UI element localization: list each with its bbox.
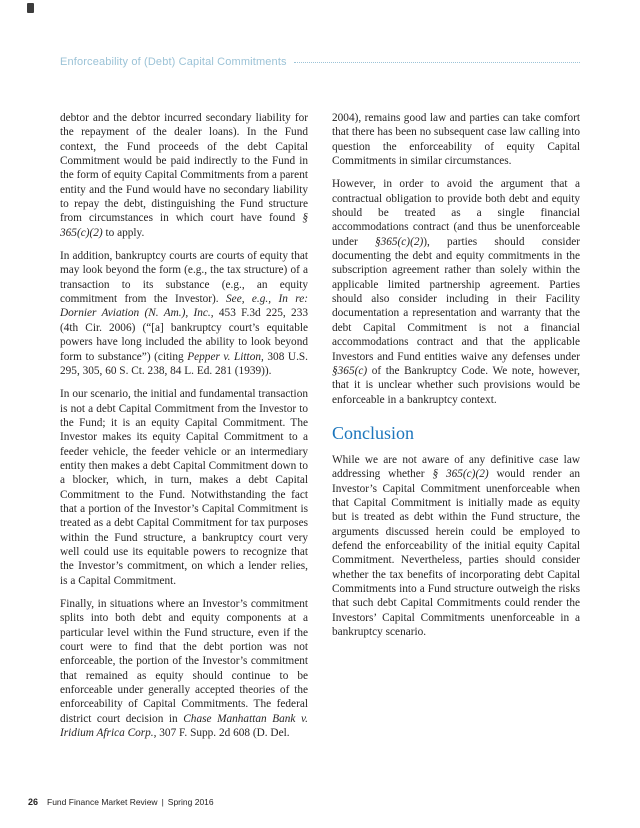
citation-italic: § 365(c)(2)	[432, 468, 489, 481]
publication-name: Fund Finance Market Review	[47, 797, 158, 807]
corner-mark	[27, 3, 34, 13]
citation-italic: §365(c)	[332, 364, 368, 377]
conclusion-heading: Conclusion	[332, 422, 415, 443]
conclusion-body	[332, 453, 580, 639]
text-segment: debtor and the debtor incurred secondary liability for the repayment of the dealer loans). In the Fund context, the Fund proceeds of the debt Capital Commitment would be paid indirectly to the Fund in the form of equity Capital Commitments from a parent entity and the Fund would have no secondary liability to repay the debt, distinguishing the Fund structure from circumstances in which court have found	[60, 112, 308, 225]
text-segment: While we are not aware of any definitive case law addressing whether	[332, 453, 580, 481]
left-column	[60, 111, 308, 749]
page-footer	[28, 797, 214, 807]
paragraph	[60, 387, 308, 588]
right-column-top	[332, 111, 580, 407]
text-segment: 453 F.3d 225, 233 (4th Cir. 2006) (“[a] bankruptcy court’s equitable powers have long included the ability to look beyond form to substance”) (citing	[60, 307, 308, 363]
running-header	[60, 56, 580, 68]
text-segment: 307 F. Supp. 2d 608 (D. Del.	[156, 727, 290, 740]
text-segment: However, in order to avoid the argument that a contractual obligation to provide both debt and equity should be treated as a single financial accommodations contract (and thus be unenforceable under	[332, 178, 580, 248]
paragraph	[332, 177, 580, 407]
citation-italic: § 365(c)(2)	[60, 212, 308, 239]
text-segment: 2004), remains good law and parties can take comfort that there has been no subsequent case law calling into question the enforceability of equity Capital Commitments in similar circumstances.	[332, 112, 580, 168]
paragraph	[60, 597, 308, 740]
text-segment: would render an Investor’s Capital Commitment unenforceable when that Capital Commitment is initially made as equity but is treated as debt within the Fund structure, the arguments discussed herein could be employed to defend the enforceability of the initial equity Capital Commitment. Nevertheless, parties should consider whether the tax benefits of incorporating debt Capital Commitments into a Fund structure outweigh the risks that such debt Capital Commitments could render the Investors’ Capital Commitments unenforceable in a bankruptcy scenario.	[332, 468, 580, 638]
text-segment: ), parties should consider documenting the debt and equity commitments in the subscription agreement rather than solely within the applicable limited partnership agreement. Parties should also consider including in their Facility documentation a representation and warranty that the debt Capital Commitment is not a financial accommodations contract and that the applicable Investors and Fund entities waive any defenses under	[332, 235, 580, 363]
text-segment: to apply.	[102, 226, 145, 239]
two-column-body	[60, 111, 580, 749]
citation-italic: §365(c)(2)	[374, 235, 424, 248]
citation-italic: See, e.g., In re: Dornier Aviation (N. Am.), Inc.,	[60, 293, 308, 320]
dotted-leader	[294, 62, 580, 63]
running-header-title: Enforceability of (Debt) Capital Commitments	[60, 56, 287, 68]
citation-italic: Pepper v. Litton,	[187, 350, 264, 363]
text-segment: In our scenario, the initial and fundamental transaction is not a debt Capital Commitment from the Investor to the Fund; it is an equity Capital Commitment. The Investor makes its equity Capital Commitment to a feeder vehicle, the feeder vehicle or an intermediary entity then makes a debt Capital Commitment down to a blocker, which, in turn, makes a debt Capital Commitment to the Fund. Notwithstanding the fact that a portion of the Investor’s Capital Commitment is treated as a debt Capital Commitment for tax purposes within the Fund structure, a bankruptcy court very well could use its equitable powers to recognize that the Investor’s commitment, on which a lender relies, is a Capital Commitment.	[60, 388, 308, 587]
text-segment: 308 U.S. 295, 305, 60 S. Ct. 238, 84 L. Ed. 281 (1939)).	[60, 350, 309, 377]
paragraph	[60, 111, 308, 240]
text-segment: In addition, bankruptcy courts are courts of equity that may look beyond the form (e.g., the tax structure) of a transaction to its substance (e.g., an equity commitment from the Investor).	[60, 250, 308, 306]
citation-italic: Chase Manhattan Bank v. Iridium Africa Corp.,	[60, 712, 308, 740]
paragraph	[60, 249, 308, 378]
paragraph	[332, 111, 580, 168]
text-segment: of the Bankruptcy Code. We note, however, that it is unclear whether such provisions would be enforceable in a bankruptcy context.	[332, 364, 580, 406]
paragraph	[332, 453, 580, 639]
issue-name: Spring 2016	[167, 797, 214, 807]
footer-separator: |	[161, 797, 164, 807]
right-column	[332, 111, 580, 749]
text-segment: Finally, in situations where an Investor’s commitment splits into both debt and equity components at a particular level within the Fund structure, even if the court were to find that the debt portion was not enforceable, the portion of the Investor’s commitment that remained as equity should continue to be enforceable under generally accepted theories of the enforceability of Capital Commitments. The federal district court decision in	[60, 598, 308, 725]
page-number: 26	[28, 797, 39, 807]
